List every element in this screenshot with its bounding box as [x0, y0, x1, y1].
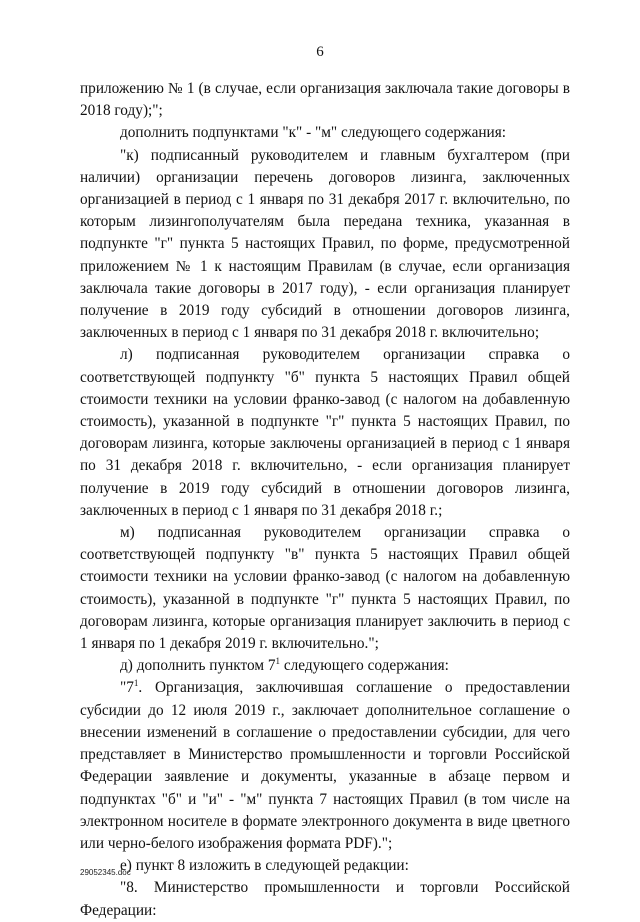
- paragraph: [80, 677, 570, 855]
- document-body: [80, 78, 570, 922]
- paragraph: "8. Министерство промышленности и торговли Российской Федерации:: [80, 879, 570, 919]
- paragraph: е) пункт 8 изложить в следующей редакции:: [120, 857, 409, 875]
- paragraph: приложению № 1 (в случае, если организация заключала такие договоры в 2018 году);";: [80, 80, 570, 120]
- document-file-code: 29052345.doc: [80, 868, 131, 877]
- paragraph-text: . Организация, заключившая соглашение о предоставлении субсидии до 12 июля 2019 г., заключает дополнительное соглашение о внесении изменений в соглашение о предоставлении субсидии, для чего представляет в Министерство промышленности и торговли Российской Федерации заявление и документы, указанные в абзаце первом и подпунктах "б" и "и" - "м" пункта 7 настоящих Правил (в том числе на электронном носителе в формате электронного документа в виде цветного или черно-белого изображения формата PDF).";: [80, 679, 570, 852]
- paragraph: "к) подписанный руководителем и главным бухгалтером (при наличии) организации перечень договоров лизинга, заключенных организацией в период с 1 января по 31 декабря 2017 г. включительно, по которым лизингополучателям была передана техника, указанная в подпункте "г" пункта 5 настоящих Правил, по форме, предусмотренной приложением № 1 к настоящим Правилам (в случае, если организация заключала такие договоры в 2017 году), - если организация планирует получение в 2019 году субсидий в отношении договоров лизинга, заключенных в период с 1 января по 31 декабря 2018 г. включительно;: [80, 146, 570, 342]
- page-number: 6: [316, 44, 324, 60]
- paragraph-text: следующего содержания:: [280, 657, 449, 675]
- paragraph-text: д) дополнить пунктом 7: [120, 657, 276, 675]
- superscript: 1: [133, 678, 139, 689]
- paragraph: дополнить подпунктами "к" - "м" следующего содержания:: [120, 124, 507, 142]
- superscript: 1: [275, 656, 281, 667]
- paragraph: [80, 655, 570, 677]
- paragraph: л) подписанная руководителем организации справка о соответствующей подпункту "б" пункта 5 настоящих Правил общей стоимости техники на условии франко-завод (с налогом на добавленную стоимость), указанной в подпункте "г" пункта 5 настоящих Правил, по договорам лизинга, которые заключены организацией в период с 1 января по 31 декабря 2018 г. включительно, - если организация планирует получение в 2019 году субсидий в отношении договоров лизинга, заключенных в период с 1 января по 31 декабря 2018 г.;: [80, 346, 570, 519]
- paragraph: м) подписанная руководителем организации справка о соответствующей подпункту "в" пункта 5 настоящих Правил общей стоимости техники на условии франко-завод (с налогом на добавленную стоимость), указанной в подпункте "г" пункта 5 настоящих Правил, по договорам лизинга, которые организация планирует заключить в период с 1 января по 1 декабря 2019 г. включительно.";: [80, 524, 570, 653]
- paragraph-text: "7: [120, 679, 134, 697]
